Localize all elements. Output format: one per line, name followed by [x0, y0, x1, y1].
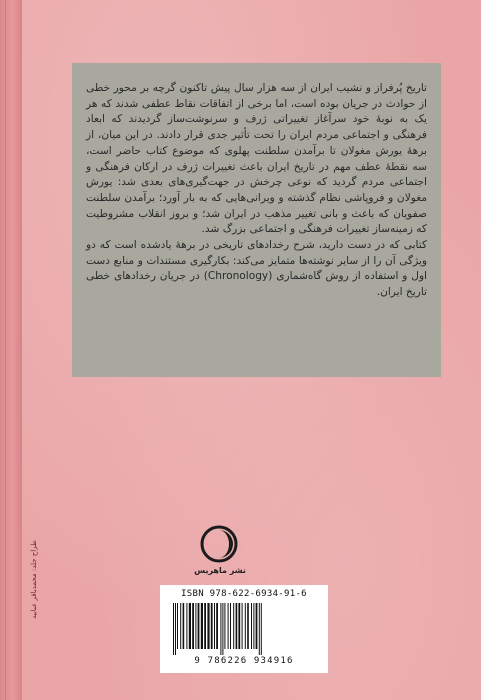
blurb-paragraph-1: تاریخ پُرفراز و نشیب ایران از سه هزار سال پیش تاکنون گرچه بر محور خطی از حوادث در جریان بوده است، اما برخی از اتفاقات نقاط عطفی شدند که هر یک به نوبۀ خود سرآغاز تغییراتی ژرف و سرنوشت‌ساز گردیدند که ابعاد فرهنگی و اجتماعی مردم ایران را تحت تأثیر جدی قرار دادند. در این میان، از برهۀ یورش مغولان تا برآمدن سلطنت پهلوی که موضوع کتاب حاضر است، سه نقطۀ عطف مهم در تاریخ ایران باعث تغییرات ژرف در ارکان فرهنگی و اجتماعی مردم گردید که نوعی چرخش در جهت‌گیری‌های بعدی شد: یورش مغولان و فروپاشی نظام گذشته و ویرانی‌هایی که به بار آورد؛ برآمدن سلطنت صفویان که باعث و بانی تغییر مذهب در ایران شد؛ و بروز انقلاب مشروطیت که زمینه‌ساز تغییرات فرهنگی و اجتماعی بزرگ شد.	[86, 82, 427, 236]
barcode-bar	[233, 603, 234, 649]
isbn-barcode	[160, 585, 328, 673]
barcode-bar	[222, 603, 223, 655]
blurb-panel	[72, 63, 441, 377]
barcode-bar	[259, 603, 260, 655]
barcode-bar	[192, 603, 194, 649]
barcode-bar	[207, 603, 209, 649]
barcode-bar	[251, 603, 252, 649]
barcode-bar	[261, 603, 262, 655]
barcode-bar	[238, 603, 240, 649]
blurb-paragraph-2: کتابی که در دست دارید، شرح رخدادهای تاریخی در برهۀ یادشده است که دو ویژگی آن را از سایر نوشته‌ها متمایز می‌کند: بکارگیری مستندات و منابع دست اول و استفاده از روش گاه‌شماری (Chronology) در جریان رخدادهای خطی تاریخ ایران.	[86, 239, 427, 299]
spine-edge-line	[5, 0, 6, 700]
barcode-bar	[253, 603, 254, 649]
blurb-text	[86, 81, 427, 301]
barcode-bar	[204, 603, 206, 649]
barcode-bar	[228, 603, 229, 649]
barcode-bar	[256, 603, 258, 649]
barcode-bar	[183, 603, 185, 649]
isbn-label: ISBN 978-622-6934-91-6	[181, 589, 307, 599]
barcode-bar	[195, 603, 196, 649]
barcode-bar	[214, 603, 215, 649]
barcode-bar	[177, 603, 178, 649]
barcode-bar	[230, 603, 231, 649]
barcode-bar	[180, 603, 181, 649]
publisher-name: نشر ماهریس	[194, 566, 246, 575]
barcode-bar	[198, 603, 200, 649]
barcode-bars	[169, 603, 319, 655]
barcode-bar	[245, 603, 246, 649]
barcode-bar	[216, 603, 218, 649]
barcode-bar	[186, 603, 187, 649]
barcode-bar	[236, 603, 238, 649]
barcode-bar	[242, 603, 243, 649]
barcode-bar	[247, 603, 249, 649]
barcode-bar	[220, 603, 221, 655]
barcode-bar	[189, 603, 191, 649]
barcode-bar	[175, 603, 176, 655]
barcode-bar	[224, 603, 225, 649]
barcode-digits: 9 786226 934916	[194, 656, 294, 666]
book-spine	[0, 0, 23, 700]
barcode-bar	[211, 603, 213, 649]
designer-credit: طراح جلد: محمدباقر عبابید	[30, 540, 38, 619]
barcode-bar	[201, 603, 203, 649]
barcode-bar	[173, 603, 174, 655]
